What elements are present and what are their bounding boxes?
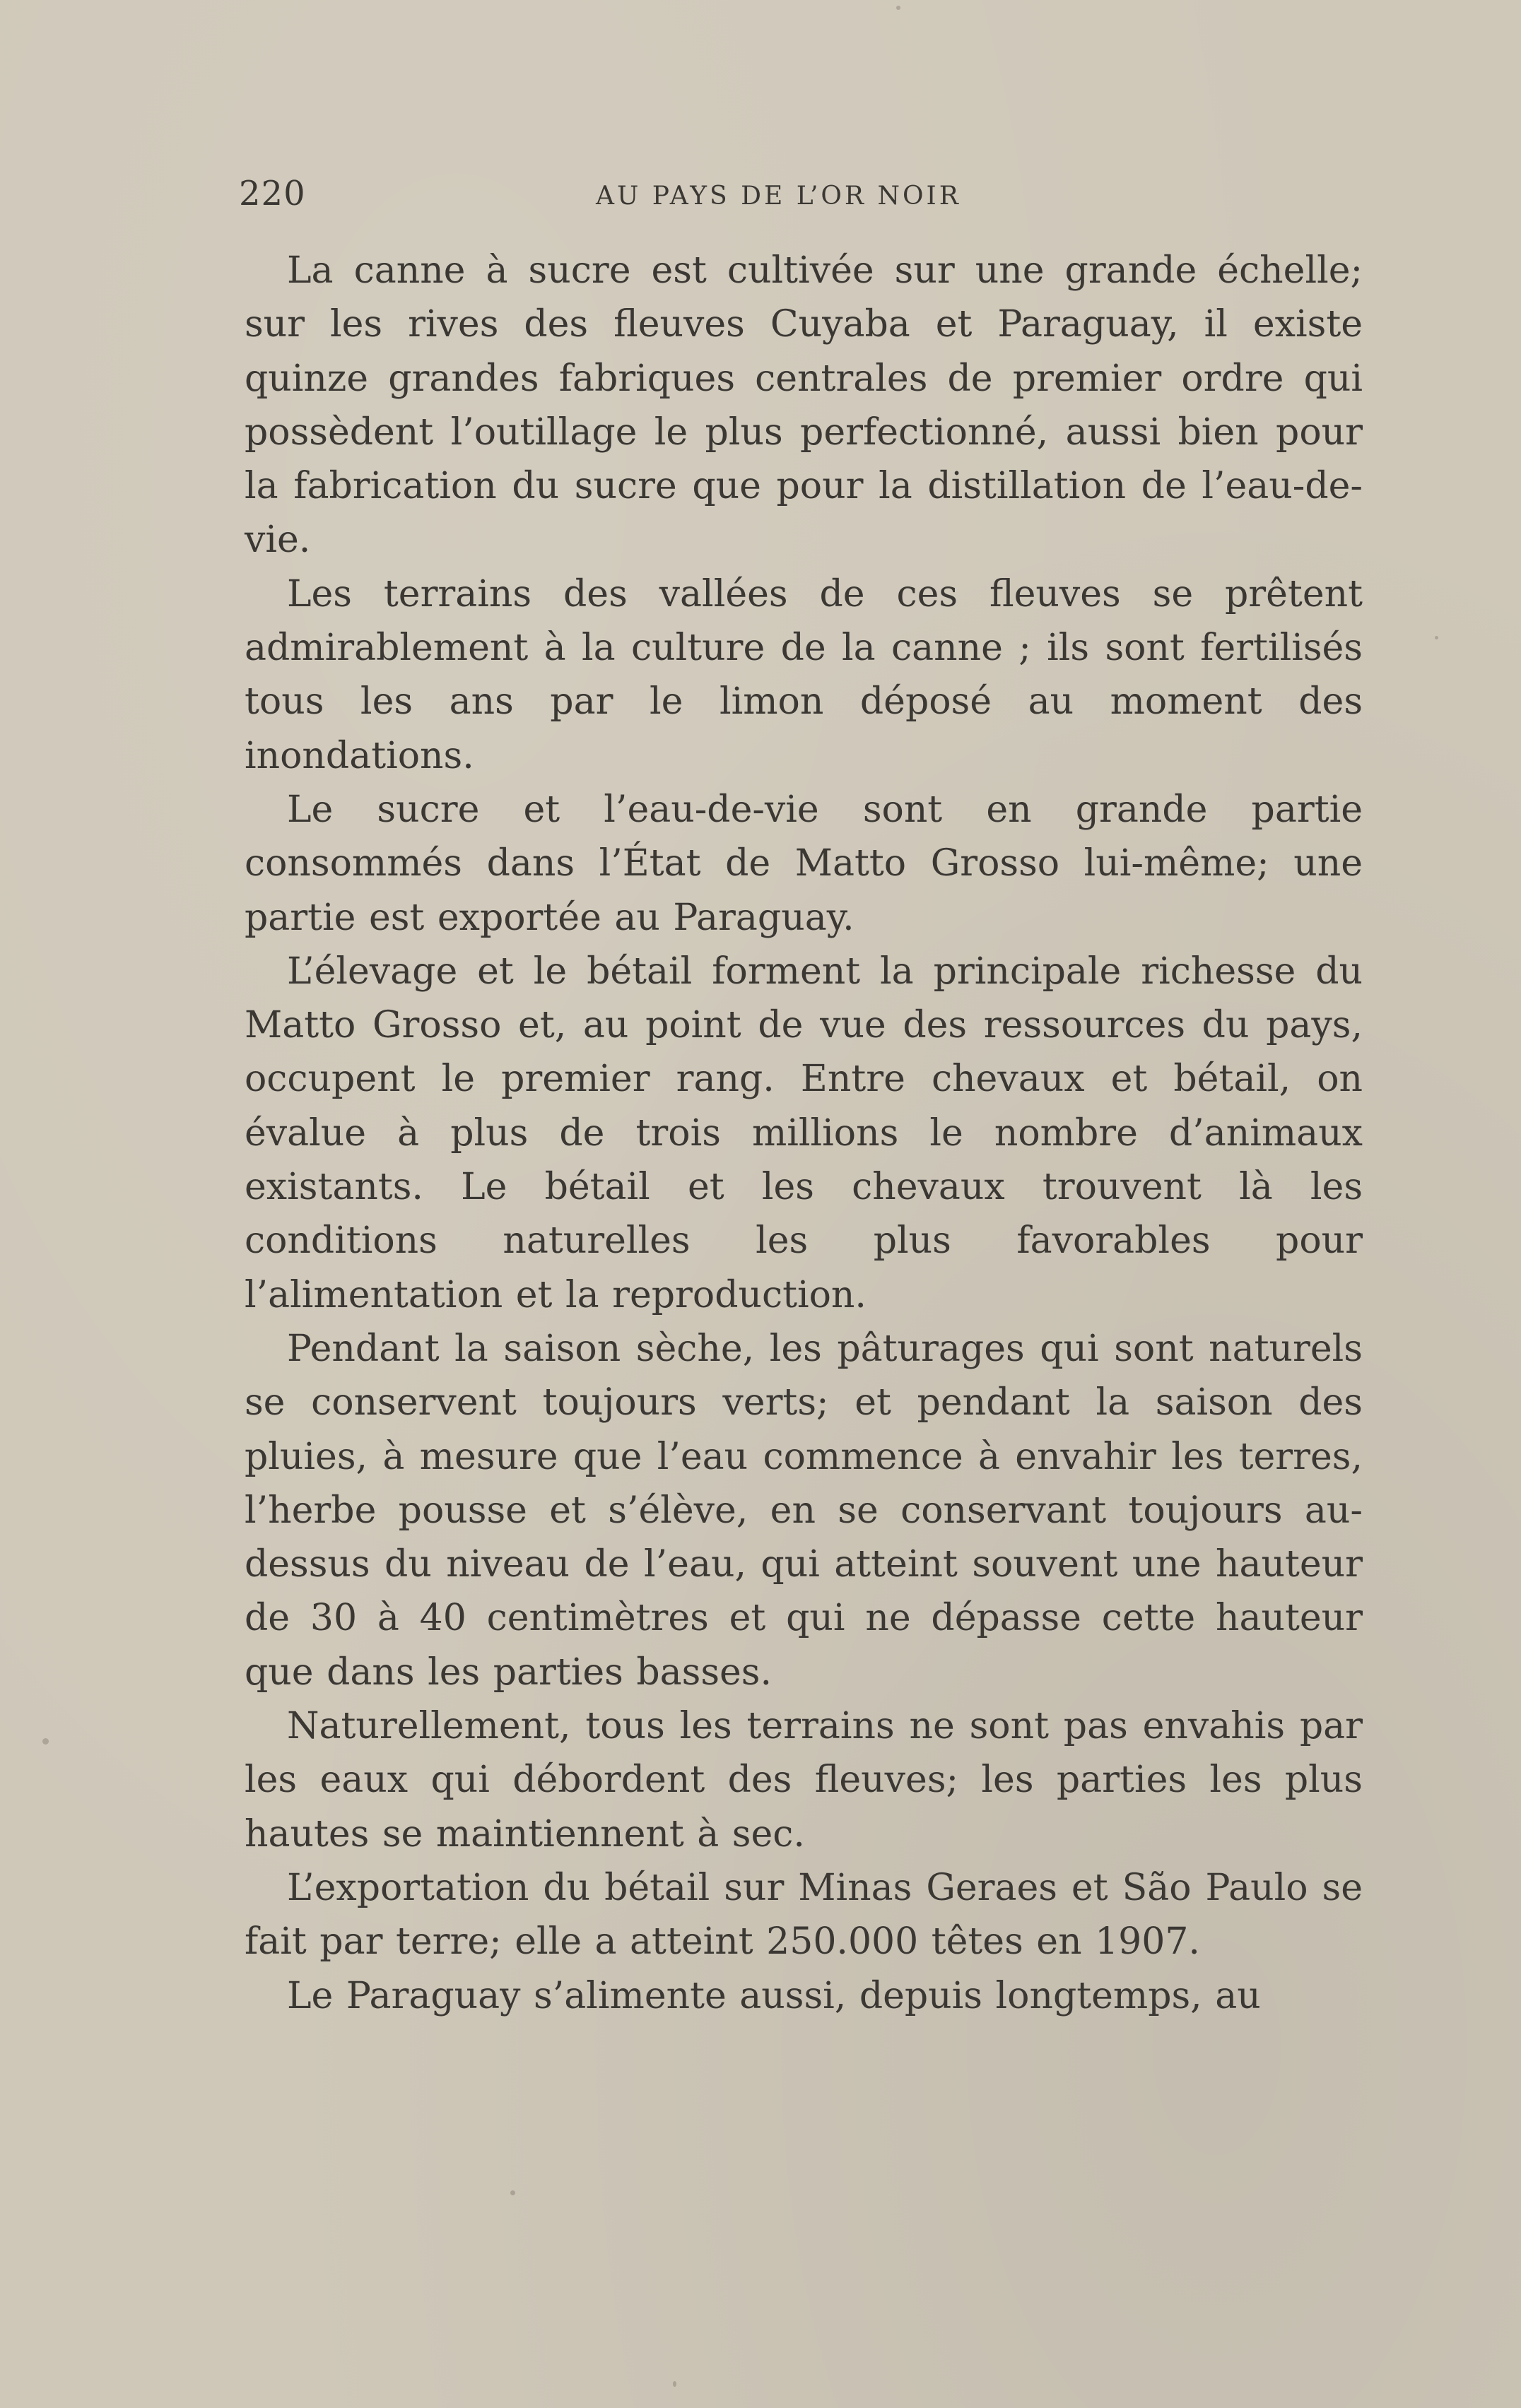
page-number: 220 [239,174,306,213]
page-header [239,172,1370,222]
paragraph-sugar-consumption: Le sucre et l’eau-de-vie sont en grande partie consommés dans l’État de Matto Grosso lui-même; une partie est exportée au Paraguay. [245,788,1363,939]
paper-speck [896,6,900,10]
body-text [245,244,1363,2023]
running-title: AU PAYS DE L’OR NOIR [596,182,961,211]
paragraph-pastures: Pendant la saison sèche, les pâturages qui sont naturels se conservent toujours verts; et pendant la saison des pluies, à mesure que l’eau commence à envahir les terres, l’herbe pousse et s’élève, en se conservant toujours au-dessus du niveau de l’eau, qui atteint souvent une hauteur de 30 à 40 centimètres et qui ne dépasse cette hauteur que dans les parties basses. [245,1327,1363,1694]
paper-speck [42,1738,49,1745]
paragraph-paraguay: Le Paraguay s’alimente aussi, depuis longtemps, au [287,1974,1261,2017]
paragraph-cattle-breeding: L’élevage et le bétail forment la principale richesse du Matto Grosso et, au point de vue des ressources du pays, occupent le premier rang. Entre chevaux et bétail, on évalue à plus de trois millions le nombre d’animaux existants. Le bétail et les chevaux trouvent là les conditions naturelles les plus favorables pour l’alimentation et la reproduction. [245,950,1363,1316]
paper-speck [1435,636,1438,639]
paper-speck [673,2381,676,2387]
paragraph-cattle-export: L’exportation du bétail sur Minas Geraes et São Paulo se fait par terre; elle a atteint 250.000 têtes en 1907. [245,1866,1363,1964]
paragraph-sugar-cane: La canne à sucre est cultivée sur une grande échelle; sur les rives des fleuves Cuyaba et Paraguay, il existe quinze grandes fabriques centrales de premier ordre qui possèdent l’outillage le plus perfectionné, aussi bien pour la fabrication du sucre que pour la distillation de l’eau-de-vie. [245,249,1363,562]
paper-speck [510,2190,515,2195]
paragraph-flooded-lands: Naturellement, tous les terrains ne sont pas envahis par les eaux qui débordent des fleuves; les parties les plus hautes se maintiennent à sec. [245,1705,1363,1855]
paragraph-river-valleys: Les terrains des vallées de ces fleuves se prêtent admirablement à la culture de la canne ; ils sont fertilisés tous les ans par le limon déposé au moment des inondations. [245,572,1363,777]
